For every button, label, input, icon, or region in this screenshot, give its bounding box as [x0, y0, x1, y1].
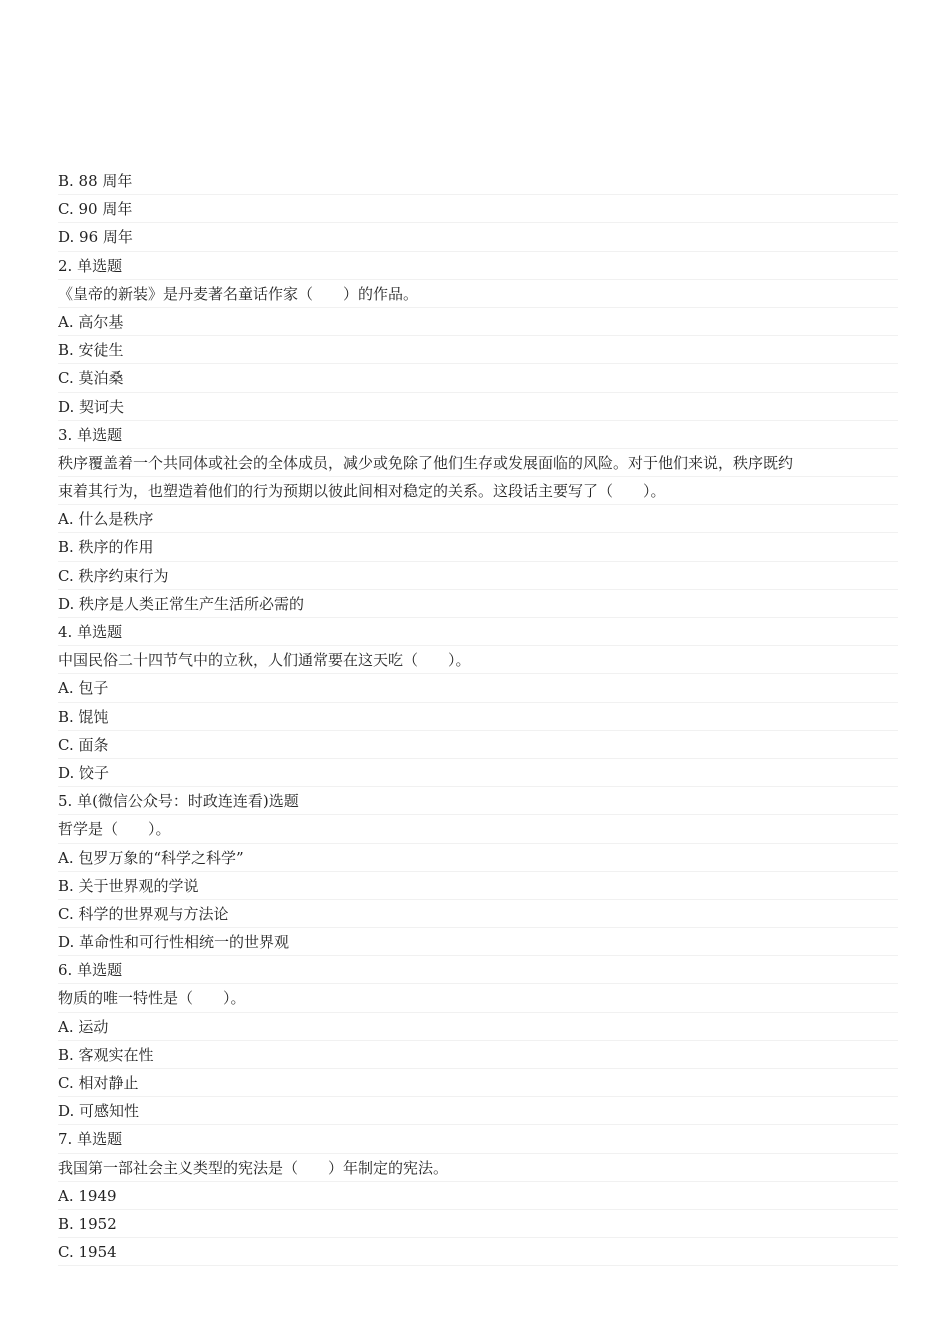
question-stem: 哲学是（ ）。 [58, 815, 898, 843]
option-line: B. 88 周年 [58, 167, 898, 195]
document-body [58, 167, 898, 1266]
question-header: 7. 单选题 [58, 1125, 898, 1153]
option-line: C. 相对静止 [58, 1069, 898, 1097]
option-line: C. 1954 [58, 1238, 898, 1266]
question-stem: 秩序覆盖着一个共同体或社会的全体成员，减少或免除了他们生存或发展面临的风险。对于他们来说，秩序既约 [58, 449, 898, 477]
option-line: B. 客观实在性 [58, 1041, 898, 1069]
option-line: B. 馄饨 [58, 703, 898, 731]
option-line: B. 安徒生 [58, 336, 898, 364]
option-line: A. 包子 [58, 674, 898, 702]
option-line: A. 什么是秩序 [58, 505, 898, 533]
option-line: D. 秩序是人类正常生产生活所必需的 [58, 590, 898, 618]
option-line: C. 90 周年 [58, 195, 898, 223]
option-line: B. 秩序的作用 [58, 533, 898, 561]
option-line: C. 科学的世界观与方法论 [58, 900, 898, 928]
question-stem: 束着其行为，也塑造着他们的行为预期以彼此间相对稳定的关系。这段话主要写了（ ）。 [58, 477, 898, 505]
question-header: 2. 单选题 [58, 252, 898, 280]
option-line: A. 1949 [58, 1182, 898, 1210]
option-line: C. 莫泊桑 [58, 364, 898, 392]
option-line: B. 关于世界观的学说 [58, 872, 898, 900]
option-line: D. 契诃夫 [58, 393, 898, 421]
question-header: 5. 单(微信公众号：时政连连看)选题 [58, 787, 898, 815]
question-header: 3. 单选题 [58, 421, 898, 449]
question-stem: 中国民俗二十四节气中的立秋，人们通常要在这天吃（ ）。 [58, 646, 898, 674]
question-header: 4. 单选题 [58, 618, 898, 646]
option-line: A. 运动 [58, 1013, 898, 1041]
question-header: 6. 单选题 [58, 956, 898, 984]
question-stem: 《皇帝的新装》是丹麦著名童话作家（ ）的作品。 [58, 280, 898, 308]
question-stem: 我国第一部社会主义类型的宪法是（ ）年制定的宪法。 [58, 1154, 898, 1182]
option-line: B. 1952 [58, 1210, 898, 1238]
question-stem: 物质的唯一特性是（ ）。 [58, 984, 898, 1012]
option-line: D. 可感知性 [58, 1097, 898, 1125]
option-line: C. 秩序约束行为 [58, 562, 898, 590]
option-line: D. 饺子 [58, 759, 898, 787]
option-line: D. 革命性和可行性相统一的世界观 [58, 928, 898, 956]
option-line: D. 96 周年 [58, 223, 898, 251]
option-line: A. 高尔基 [58, 308, 898, 336]
option-line: C. 面条 [58, 731, 898, 759]
option-line: A. 包罗万象的“科学之科学” [58, 844, 898, 872]
